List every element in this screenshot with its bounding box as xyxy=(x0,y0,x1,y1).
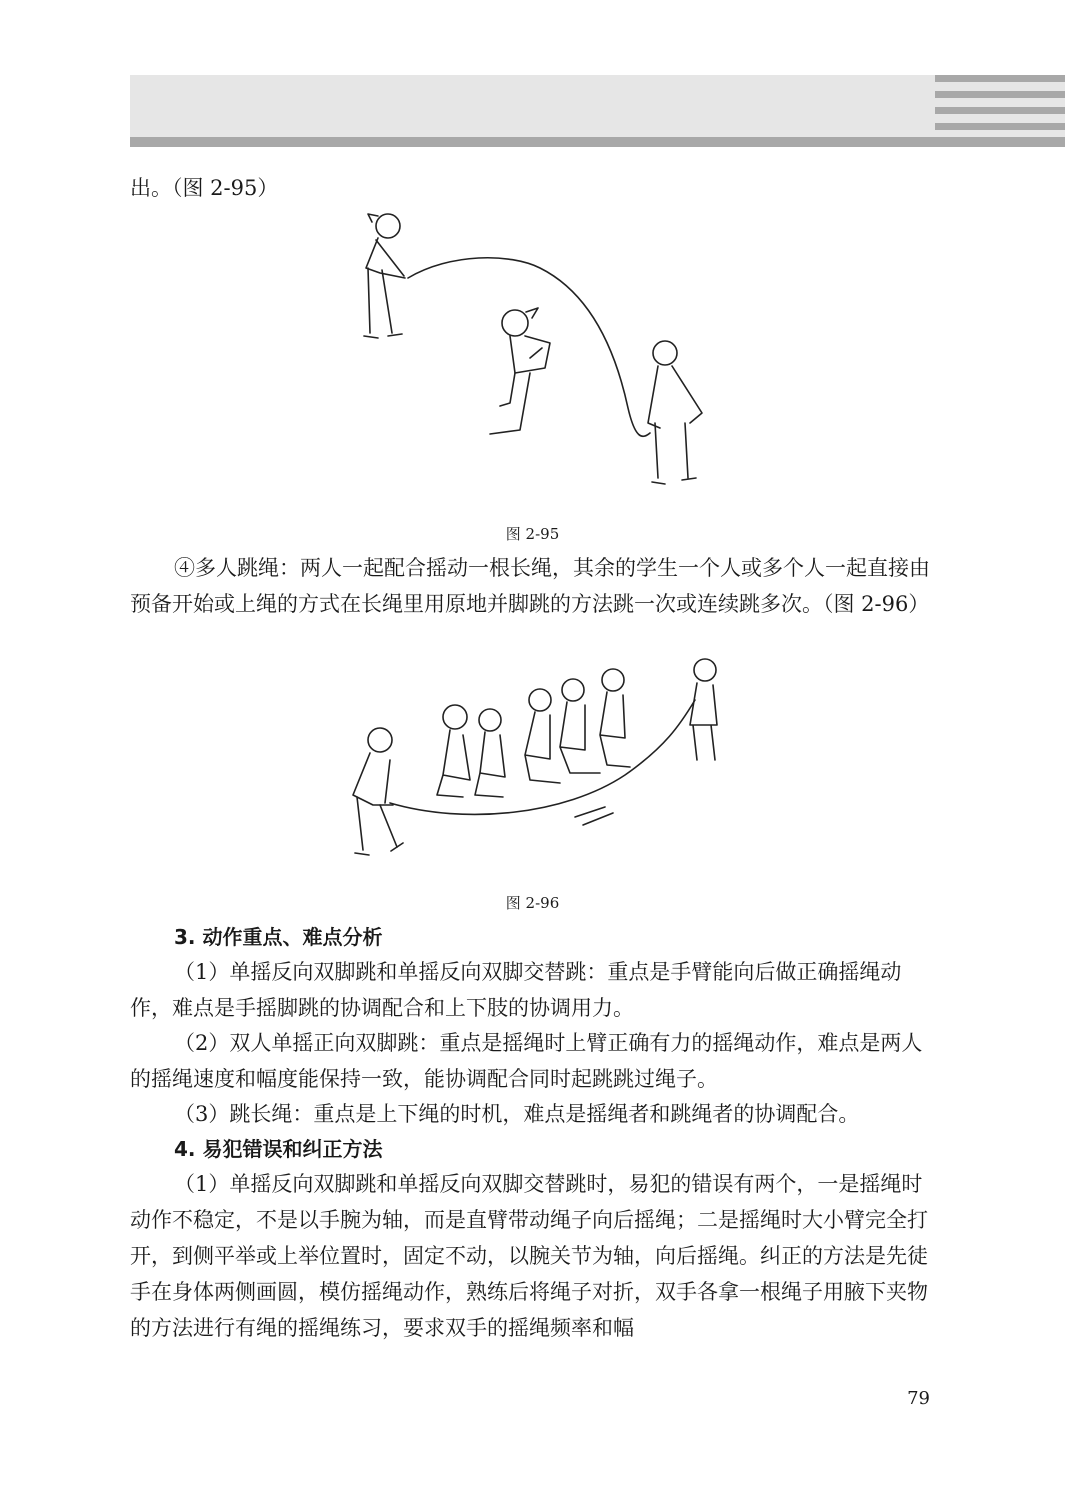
paragraph-multi-person-rope: ④多人跳绳：两人一起配合摇动一根长绳，其余的学生一个人或多个人一起直接由预备开始或上绳的方式在长绳里用原地并脚跳的方法跳一次或连续跳多次。（图 2-96） xyxy=(130,556,930,616)
page-number: 79 xyxy=(907,1388,930,1409)
rope-jump-illustration-96 xyxy=(345,655,725,865)
figure-caption: 图 2-95 xyxy=(505,525,560,543)
header-stripe xyxy=(935,123,1065,130)
section4-item-1: （1）单摇反向双脚跳和单摇反向双脚交替跳时，易犯的错误有两个，一是摇绳时动作不稳定，不是以手腕为轴，而是直臂带动绳子向后摇绳；二是摇绳时大小臂完全打开，到侧平举或上举位置时，固定不动，以腕关节为轴，向后摇绳。纠正的方法是先徒手在身体两侧画圆，模仿摇绳动作，熟练后将绳子对折，双手各拿一根绳子用腋下夹物的方法进行有绳的摇绳练习，要求双手的摇绳频率和幅 xyxy=(130,1172,928,1340)
figure-2-96 xyxy=(345,655,725,865)
rope-jump-illustration-95 xyxy=(360,208,710,498)
header-rule xyxy=(130,137,1065,147)
header-stripe xyxy=(935,75,1065,82)
section3-item-2: （2）双人单摇正向双脚跳：重点是摇绳时上臂正确有力的摇绳动作，难点是两人的摇绳速度和幅度能保持一致，能协调配合同时起跳跳过绳子。 xyxy=(130,1031,923,1091)
section3-item-1: （1）单摇反向双脚跳和单摇反向双脚交替跳：重点是手臂能向后做正确摇绳动作，难点是手摇脚跳的协调配合和上下肢的协调用力。 xyxy=(130,960,902,1020)
section-heading: 3. 动作重点、难点分析 xyxy=(174,925,383,949)
header-stripe xyxy=(935,107,1065,114)
section-heading: 4. 易犯错误和纠正方法 xyxy=(174,1137,383,1161)
figure-caption: 图 2-96 xyxy=(505,894,560,912)
figure-2-95 xyxy=(360,208,710,498)
continuation-line: 出。（图 2-95） xyxy=(130,176,279,200)
section3-item-3: （3）跳长绳：重点是上下绳的时机，难点是摇绳者和跳绳者的协调配合。 xyxy=(174,1102,860,1126)
header-stripe xyxy=(935,91,1065,98)
